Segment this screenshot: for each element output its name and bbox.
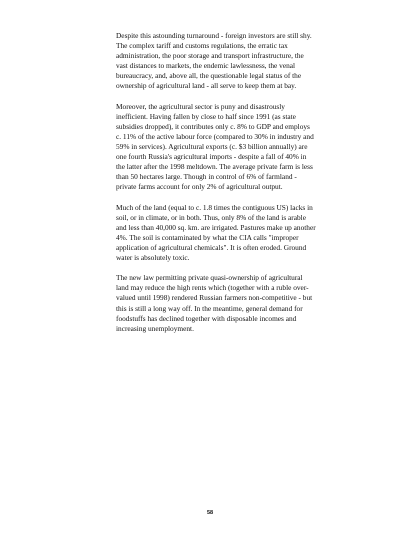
page-number: 58 [206, 510, 214, 516]
paragraph-agricultural-sector: Moreover, the agricultural sector is puny and disastrously inefficient. Having fallen by close to half since 1991 (as state subsidies dropped), it contributes only c. 8% to GDP and employs c. 11% of the active labour force (compared to 30% in industry and 59% in services). Agricultural exports (c. $3 billion annually) are one fourth Russia's agricultural imports - despite a fall of 40% in the latter after the 1998 meltdown. The average private farm is less than 50 hectares large. Though in control of 6% of farmland - private farms account for only 2% of agricultural output. [116, 101, 314, 192]
paragraph-new-law: The new law permitting private quasi-ownership of agricultural land may reduce the high rents which (together with a ruble over-valued until 1998) rendered Russian farmers non-competitive - but this is still a long way off. In the meantime, general demand for foodstuffs has declined together with disposable incomes and increasing unemployment. [116, 273, 313, 333]
paragraph-foreign-investors: Despite this astounding turnaround - foreign investors are still shy. The complex tariff and customs regulations, the erratic tax administration, the poor storage and transport infrastructure, the vast distances to markets, the endemic lawlessness, the venal bureaucracy, and, above all, the questionable legal status of the ownership of agricultural land - all serve to keep them at bay. [116, 31, 312, 91]
paragraph-land-quality: Much of the land (equal to c. 1.8 times the contiguous US) lacks in soil, or in climate, or in both. Thus, only 8% of the land is arable and less than 40,000 sq. km. are irrigated. Pastures make up another 4%. The soil is contaminated by what the CIA calls "improper application of agricultural chemicals". It is often eroded. Ground water is absolutely toxic. [116, 202, 316, 263]
body-text [116, 31, 316, 344]
